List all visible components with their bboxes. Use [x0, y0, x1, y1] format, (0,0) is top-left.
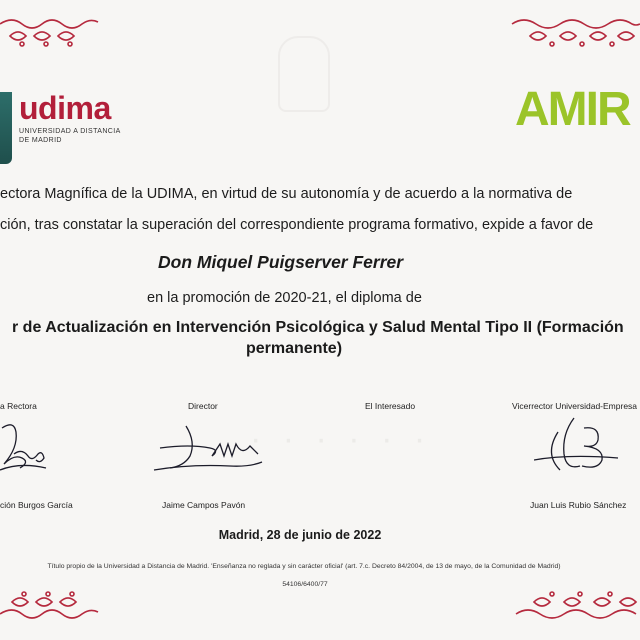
- signature-name-rectora: ción Burgos García: [0, 500, 73, 510]
- signature-title-interesado: El Interesado: [365, 401, 416, 411]
- signature-name-vicerrector: Juan Luis Rubio Sánchez: [530, 500, 627, 510]
- course-title-line-1: r de Actualización en Intervención Psicológica y Salud Mental Tipo II (Formación: [12, 319, 624, 336]
- signature-rectora-icon: [0, 418, 50, 478]
- university-seal-watermark-icon: [278, 36, 330, 112]
- ornament-top-right: [510, 14, 640, 48]
- udima-logo-text: udima: [19, 90, 111, 126]
- ornament-bottom-right: [514, 588, 640, 624]
- signature-director-icon: [150, 422, 268, 478]
- place-and-date: Madrid, 28 de junio de 2022: [218, 528, 382, 542]
- recipient-name: Don Miquel Puigserver Ferrer: [158, 252, 404, 272]
- registration-code: 54106/6400/77: [282, 581, 328, 588]
- ornament-bottom-left: [0, 588, 100, 624]
- udima-logo-subtitle: UNIVERSIDAD A DISTANCIA DE MADRID: [19, 128, 121, 144]
- signature-title-director: Director: [188, 401, 218, 411]
- signature-title-vicerrector: Vicerrector Universidad-Empresa: [512, 401, 638, 411]
- promotion-line: en la promoción de 2020-21, el diploma de: [147, 290, 422, 306]
- body-line-1: ectora Magnífica de la UDIMA, en virtud de su autonomía y de acuerdo a la normativa de: [0, 186, 573, 202]
- udima-logo-mark-icon: [0, 92, 12, 164]
- course-title-line-2: permanente): [246, 340, 343, 357]
- signature-title-rectora: a Rectora: [0, 401, 37, 411]
- amir-logo: AMIR: [515, 83, 630, 136]
- signature-name-director: Jaime Campos Pavón: [162, 500, 246, 510]
- ornament-top-left: [0, 14, 100, 48]
- body-line-2: ción, tras constatar la superación del correspondiente programa formativo, expide a favor de: [0, 217, 594, 233]
- legal-footnote: Título propio de la Universidad a Distancia de Madrid. 'Enseñanza no reglada y sin carácter oficial' (art. 7.c. Decreto 84/2004, de 13 de mayo, de la Comunidad de Madrid): [47, 563, 561, 570]
- signature-vicerrector-icon: [534, 414, 620, 478]
- background-watermark: · · · · · ·: [250, 420, 432, 458]
